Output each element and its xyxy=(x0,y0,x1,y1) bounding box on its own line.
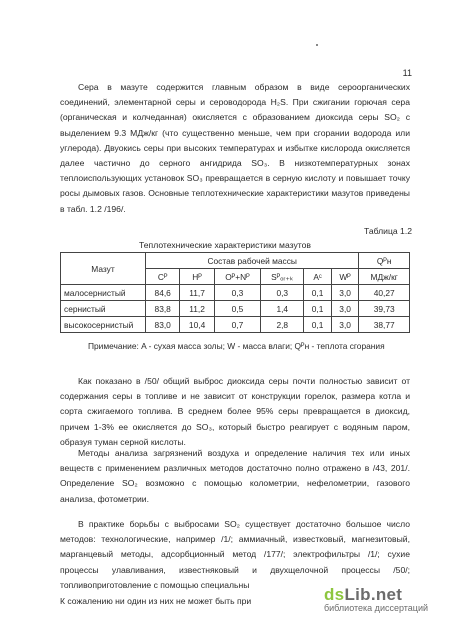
cell: 1,4 xyxy=(261,301,304,317)
paragraph-text: Сера в мазуте содержится главным образом в виде сероорганических соединений, элементарной серы и сероводорода H₂S. При сжигании горючая сера (органическая и колчеданная) окисляется с образованием диоксида серы SO₂ с выделением 9.3 МДж/кг (что существенно меньше, чем при сгорании водорода или углерода). Двуокись серы при высоких температурах и избытке кислорода окисляется далее частично до серного ангидрида SO₃. В низкотемпературных зонах теплоиспользующих установок SO₃ превращается в серную кислоту и повышает точку росы дымовых газов. Основные теплотехнические характеристики мазутов приведены в табл. 1.2 /196/. xyxy=(60,82,410,214)
col-header: Oᴾ+Nᴾ xyxy=(214,269,260,285)
header-cell-group: Состав рабочей массы xyxy=(146,253,359,269)
table-row xyxy=(61,301,410,317)
cell: 0,1 xyxy=(304,317,332,333)
cell: 83,8 xyxy=(146,301,180,317)
cell: 0,7 xyxy=(214,317,260,333)
table-header-row xyxy=(61,253,410,269)
cell: 0,5 xyxy=(214,301,260,317)
paragraph-analysis xyxy=(60,446,410,507)
page-number: 11 xyxy=(402,68,412,78)
row-name: малосернистый xyxy=(61,285,146,301)
truncated-line: К сожалению ни один из них не может быть при xyxy=(60,596,252,606)
paragraph-text: Методы анализа загрязнений воздуха и определение наличия тех или иных веществ с применением различных методов достаточно полно отражено в /43, 201/. Определение SO₂ возможно с помощью колометрии, нефелометрии, газового анализа, фотометрии. xyxy=(60,448,410,504)
table-row xyxy=(61,285,410,301)
cell: 10,4 xyxy=(180,317,214,333)
col-header-unit: МДж/кг xyxy=(359,269,410,285)
cell-q: 39,73 xyxy=(359,301,410,317)
col-header: Aᶜ xyxy=(304,269,332,285)
characteristics-table xyxy=(60,252,410,333)
cell-q: 40,27 xyxy=(359,285,410,301)
table-label: Таблица 1.2 xyxy=(363,226,412,236)
cell-q: 38,77 xyxy=(359,317,410,333)
table-row xyxy=(61,317,410,333)
cell: 3,0 xyxy=(331,285,359,301)
row-name: высокосернистый xyxy=(61,317,146,333)
cell: 0,3 xyxy=(261,285,304,301)
cell: 83,0 xyxy=(146,317,180,333)
paragraph-text: В практике борьбы с выбросами SO₂ существует достаточно большое число методов: технологические, например /1/; аммиачный, известковый, магнезитовый, марганцевый методы, адсорбционный метод /177/; электрофильтры /1/; сухие процессы улавливания, известняковый и двухщелочной процессы /50/; топливоприготовление с помощью специальны xyxy=(60,519,410,590)
cell: 84,6 xyxy=(146,285,180,301)
cell: 3,0 xyxy=(331,301,359,317)
cell: 11,2 xyxy=(180,301,214,317)
table-note: Примечание: A - сухая масса золы; W - масса влаги; Qᴾн - теплота сгорания xyxy=(88,341,385,351)
row-name: сернистый xyxy=(61,301,146,317)
logo-part-ds: ds xyxy=(324,585,345,604)
col-header: Hᴾ xyxy=(180,269,214,285)
logo-wordmark xyxy=(324,585,442,605)
header-cell-fuel: Мазут xyxy=(61,253,146,285)
paragraph-emission xyxy=(60,374,410,450)
cell: 0,1 xyxy=(304,301,332,317)
scan-speck xyxy=(316,44,318,46)
paragraph-sulfur xyxy=(60,80,410,217)
col-header: Sᴾₒᵣ₊ₖ xyxy=(261,269,304,285)
paragraph-methods xyxy=(60,517,410,593)
logo-subtitle: библиотека диссертаций xyxy=(324,603,429,613)
dslib-watermark-logo[interactable] xyxy=(324,585,442,625)
paragraph-text: Как показано в /50/ общий выброс диоксида серы почти полностью зависит от содержания серы в топливе и не зависит от конструкции горелок, размера котла и сорта сжигаемого топлива. В среднем более 95% серы превращается в диоксид, причем 1-3% ее окисляется до SO₃, который быстро реагирует с водяным паром, образуя туман серной кислоты. xyxy=(60,376,410,447)
cell: 0,1 xyxy=(304,285,332,301)
table-title: Теплотехнические характеристики мазутов xyxy=(139,240,311,250)
col-header: Cᴾ xyxy=(146,269,180,285)
cell: 2,8 xyxy=(261,317,304,333)
logo-part-lib: Lib.net xyxy=(344,585,403,604)
cell: 0,3 xyxy=(214,285,260,301)
cell: 11,7 xyxy=(180,285,214,301)
cell: 3,0 xyxy=(331,317,359,333)
col-header: Wᴾ xyxy=(331,269,359,285)
header-cell-q: Qᴾн xyxy=(359,253,410,269)
